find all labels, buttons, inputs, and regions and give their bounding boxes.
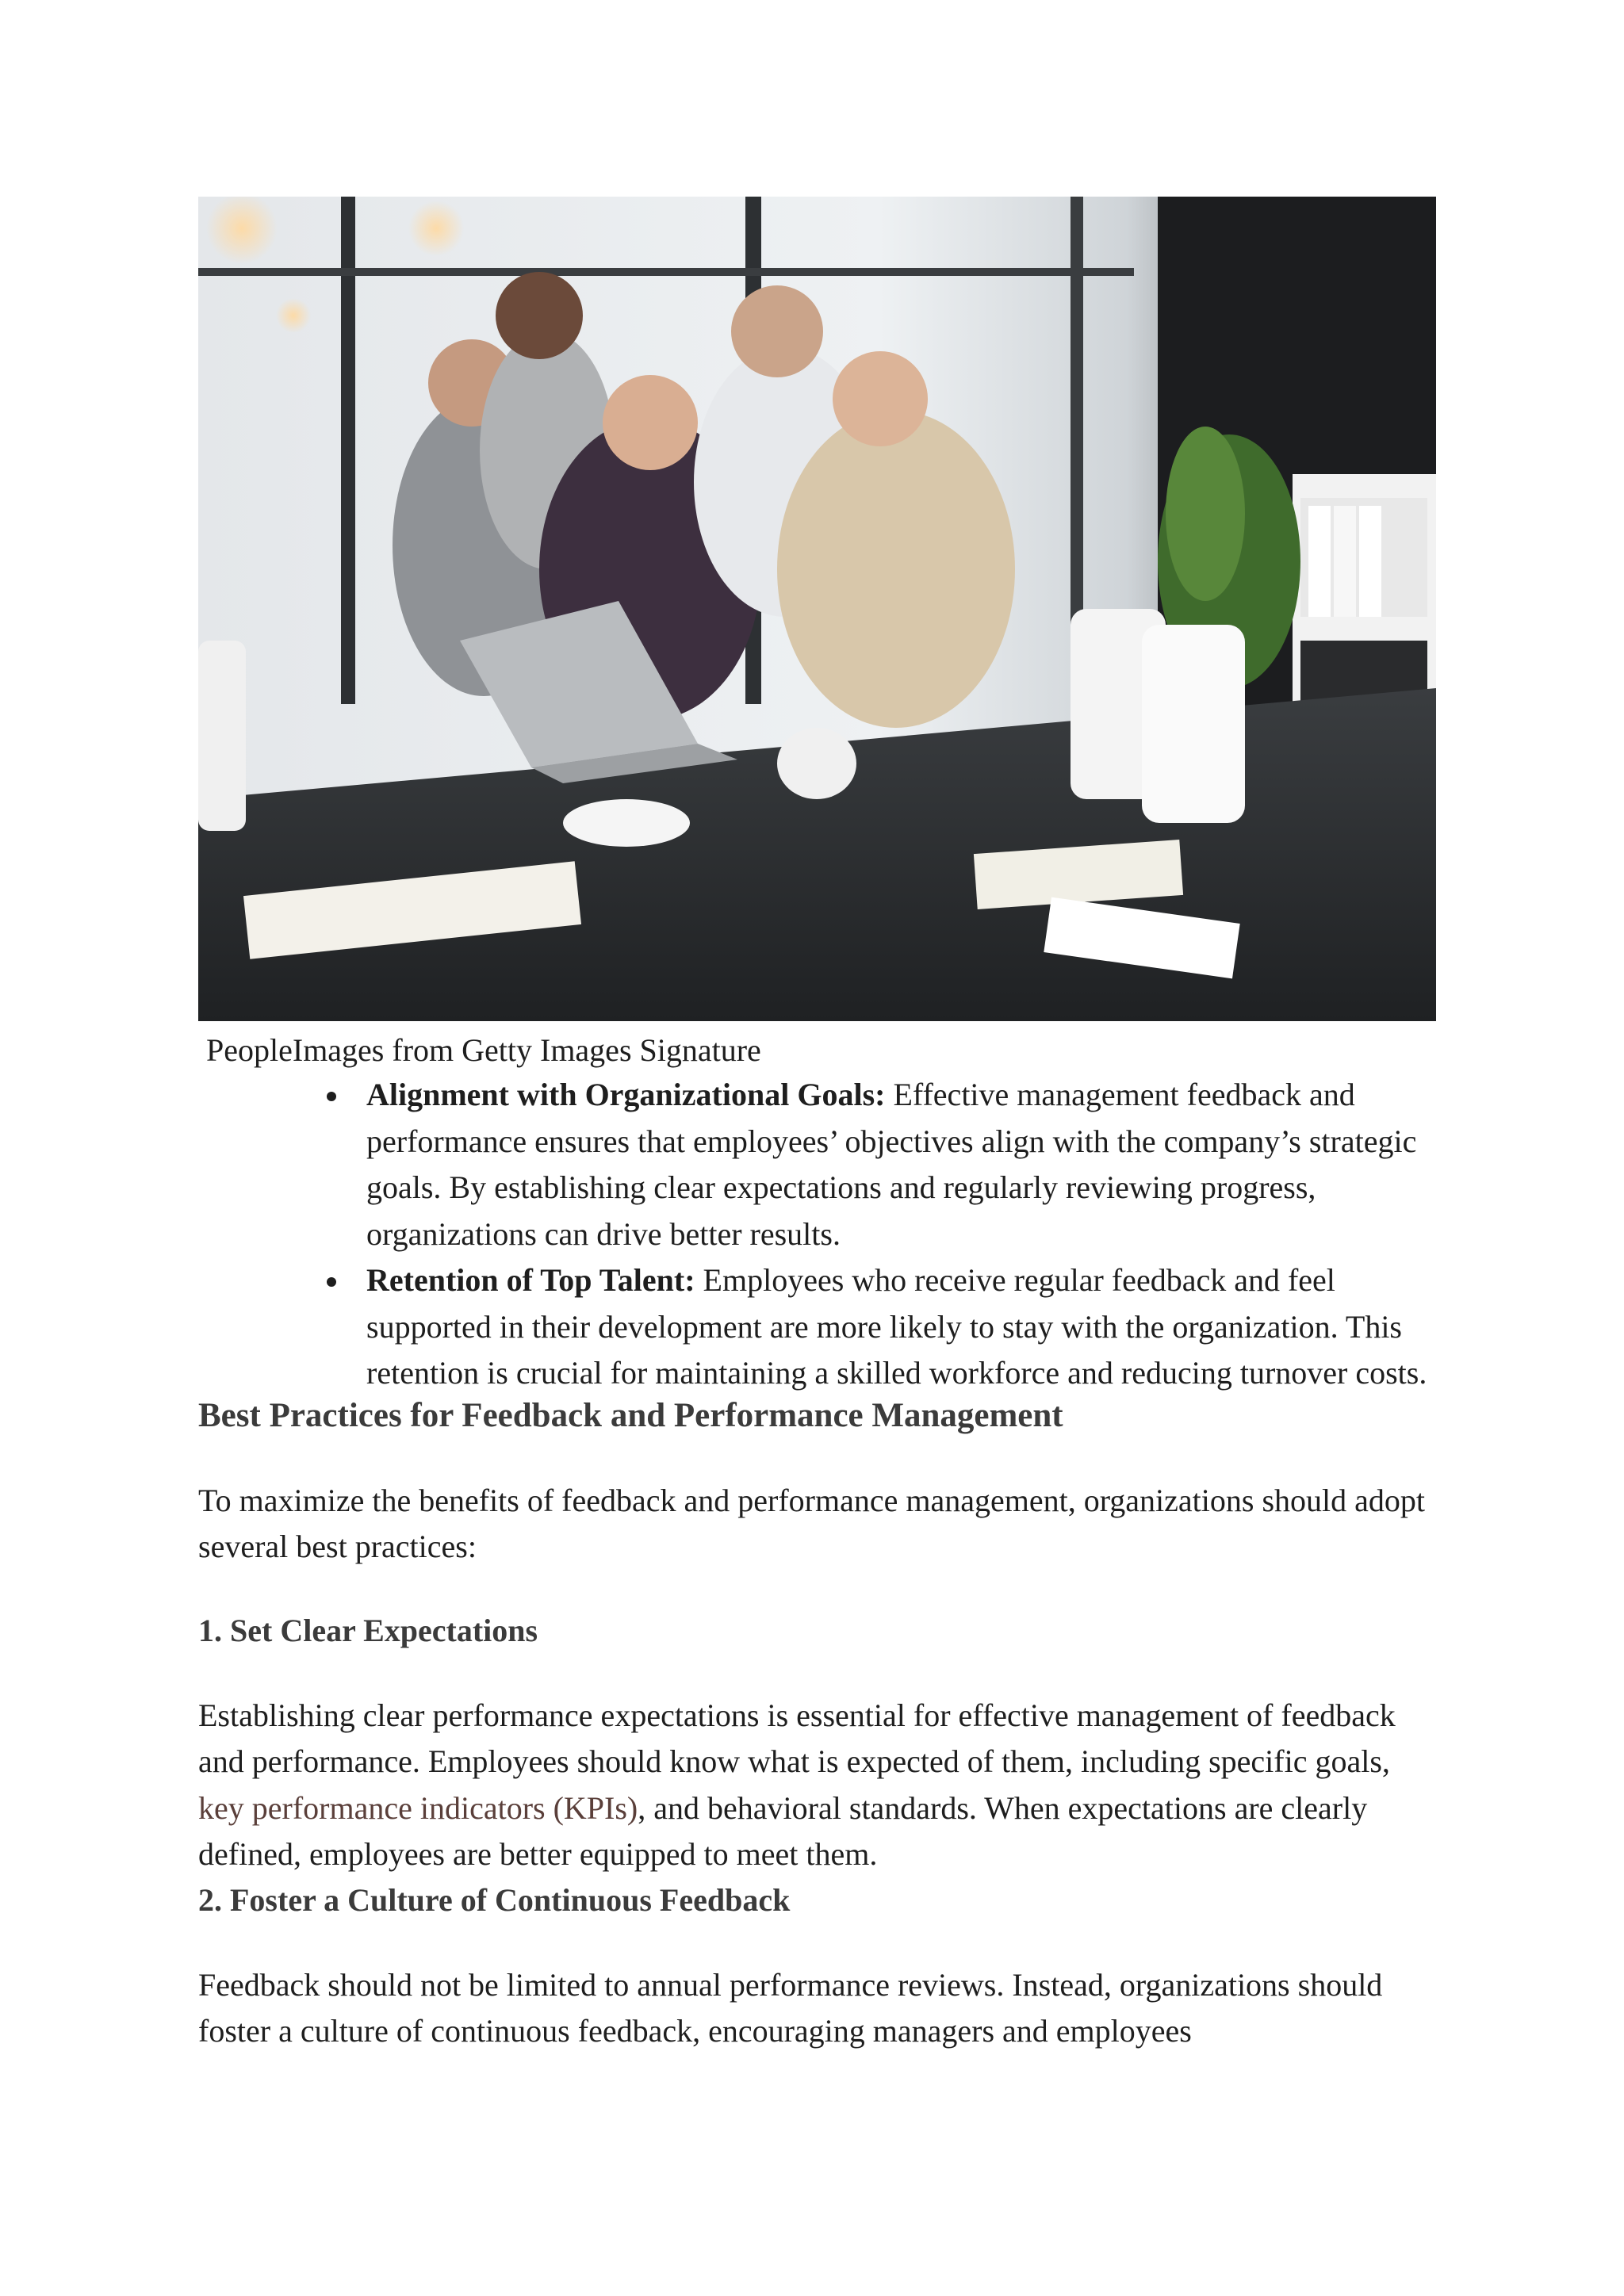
section-heading: Best Practices for Feedback and Performance Management bbox=[198, 1396, 1063, 1434]
section-intro: To maximize the benefits of feedback and performance management, organizations should adopt several best practices: bbox=[198, 1482, 1426, 1564]
bullet-text: Employees who receive regular feedback and feel supported in their development are more likely to stay with the organization. This retention is crucial for maintaining a skilled workforce and reducing turnover costs. bbox=[366, 1262, 1427, 1391]
image-caption: PeopleImages from Getty Images Signature bbox=[206, 1032, 761, 1068]
bullet-lead: Alignment with Organizational Goals: bbox=[366, 1077, 886, 1112]
document-page bbox=[198, 197, 1435, 2055]
list-item bbox=[366, 1257, 1435, 1397]
practice-2-heading: 2. Foster a Culture of Continuous Feedback bbox=[198, 1881, 791, 1918]
kpi-link[interactable]: key performance indicators (KPIs) bbox=[198, 1789, 638, 1826]
bullet-lead: Retention of Top Talent: bbox=[366, 1262, 695, 1298]
bullet-text: Effective management feedback and performance ensures that employees’ objectives align with the company’s strategic goals. By establishing clear expectations and regularly reviewing progress, organizations can drive better results. bbox=[366, 1077, 1417, 1252]
practice-1-paragraph bbox=[198, 1693, 1435, 1878]
benefits-list bbox=[198, 1072, 1435, 1397]
practice-1-text-after: , and behavioral standards. When expectations are clearly defined, employees are better equipped to meet them. bbox=[198, 1789, 1368, 1872]
list-item bbox=[366, 1072, 1435, 1257]
practice-1-text-before: Establishing clear performance expectations is essential for effective management of feedback and performance. Employees should know what is expected of them, including specific goals, bbox=[198, 1697, 1396, 1779]
practice-2-paragraph: Feedback should not be limited to annual performance reviews. Instead, organizations should foster a culture of continuous feedback, encouraging managers and employees bbox=[198, 1966, 1383, 2049]
office-team-photo bbox=[198, 197, 1436, 1021]
practice-1-heading: 1. Set Clear Expectations bbox=[198, 1612, 538, 1648]
office-team-illustration bbox=[198, 197, 1436, 1021]
